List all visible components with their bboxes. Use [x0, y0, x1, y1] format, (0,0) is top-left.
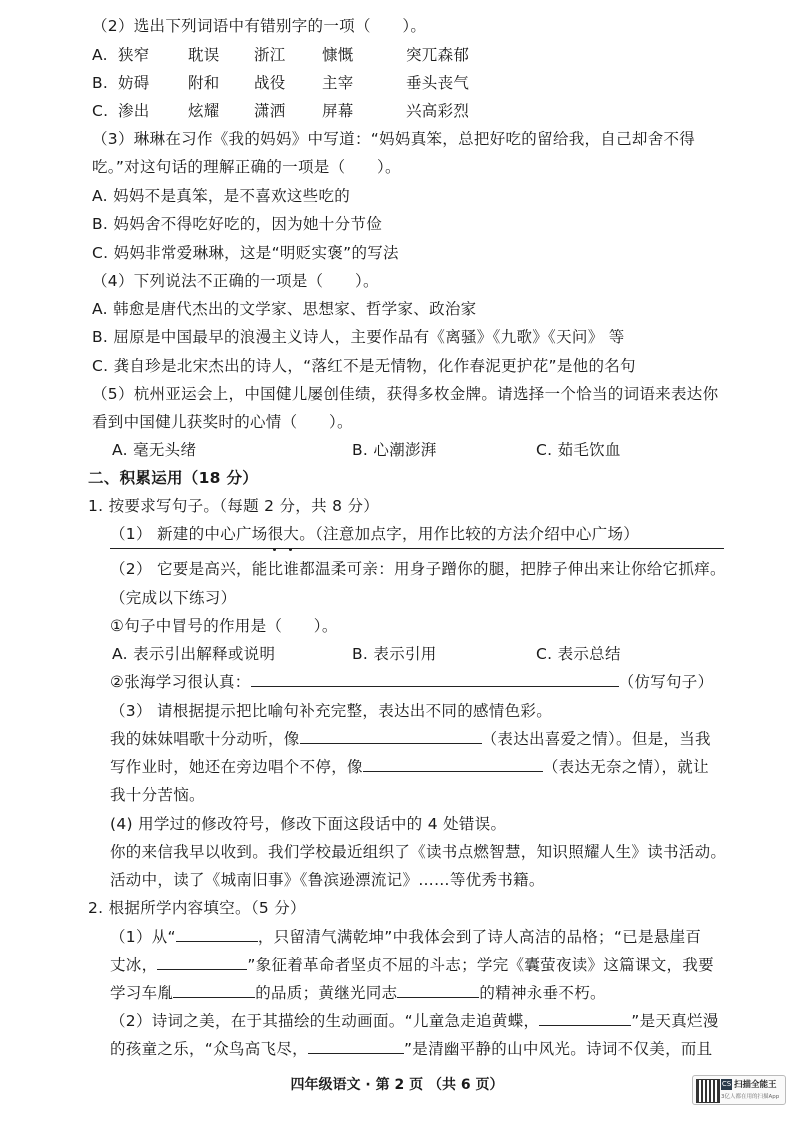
s2-l3-a: 学习车胤 [110, 984, 174, 1002]
q4-option-b: B. 屈原是中国最早的浪漫主义诗人，主要作品有《离骚》《九歌》《天问》 等 [92, 328, 625, 346]
q5-stem-line2: 看到中国健儿获奖时的心情（ ）。 [92, 413, 353, 431]
word: 浙江 [254, 46, 286, 64]
answer-blank[interactable] [157, 953, 247, 970]
word: 兴高彩烈 [406, 102, 470, 120]
s1-p2-line2: （完成以下练习） [110, 589, 237, 607]
s1-p3-line2 [110, 755, 709, 779]
word: 屏幕 [322, 102, 354, 120]
s2-l1-b: ，只留清气满乾坤”中我体会到了诗人高洁的品格；“已是悬崖百 [257, 928, 702, 946]
s1-p1 [110, 522, 639, 546]
s2-line4 [110, 1009, 719, 1033]
page-footer: 四年级语文 · 第 2 页 （共 6 页） [290, 1077, 504, 1093]
word: 耽误 [188, 46, 220, 64]
s1-p2-line1: （2） 它要是高兴，能比谁都温柔可亲：用身子蹭你的腿，把脖子伸出来让你给它抓痒。 [110, 560, 726, 578]
answer-blank[interactable] [397, 981, 479, 998]
word: 突兀森郁 [406, 46, 470, 64]
s1-p3-l2-pre: 写作业时，她还在旁边唱个不停，像 [110, 758, 363, 776]
s2-l3-c: 的精神永垂不朽。 [479, 984, 606, 1002]
s1-p3-l2-post: （表达无奈之情），就让 [542, 758, 709, 776]
q2-option-b [92, 71, 469, 95]
s2-l4-a: （2）诗词之美，在于其描绘的生动画面。“儿童急走追黄蝶， [110, 1012, 540, 1030]
word: 主宰 [322, 74, 354, 92]
option-label: B. [92, 74, 109, 92]
answer-blank[interactable] [176, 925, 258, 942]
s2-l2-b: ”象征着革命者坚贞不屈的斗志；学完《囊萤夜读》这篇课文，我要 [247, 956, 714, 974]
s2-line5 [110, 1037, 712, 1061]
q3-option-a: A. 妈妈不是真笨，是不喜欢这些吃的 [92, 187, 351, 205]
q2-option-c [92, 99, 469, 123]
s1-p2-q2 [110, 670, 713, 694]
word: 战役 [254, 74, 286, 92]
q5-option-b: B. 心潮澎湃 [352, 441, 437, 459]
answer-blank[interactable] [300, 727, 482, 744]
q3-stem-line2: 吃。”对这句话的理解正确的一项是（ ）。 [92, 158, 401, 176]
s1-p2-option-c: C. 表示总结 [536, 645, 621, 663]
word: 慷慨 [322, 46, 354, 64]
s1-p3-l1-pre: 我的妹妹唱歌十分动听，像 [110, 730, 300, 748]
s2-title: 2. 根据所学内容填空。（5 分） [88, 899, 306, 917]
s1-p4-stem: (4) 用学过的修改符号，修改下面这段话中的 4 处错误。 [110, 815, 507, 833]
s1-p2-option-b: B. 表示引用 [352, 645, 437, 663]
word: 垂头丧气 [406, 74, 470, 92]
option-label: C. [92, 102, 109, 120]
s2-line3 [110, 981, 606, 1005]
q3-option-b: B. 妈妈舍不得吃好吃的，因为她十分节俭 [92, 215, 382, 233]
s1-p3-line1 [110, 727, 711, 751]
stamp-subtitle: 3亿人都在用的扫描App [721, 1094, 780, 1100]
s2-line2 [110, 953, 714, 977]
q4-option-a: A. 韩愈是唐代杰出的文学家、思想家、哲学家、政治家 [92, 300, 477, 318]
s1-p2-q2-post: （仿写句子） [618, 673, 714, 691]
s1-p4-line1: 你的来信我早以收到。我们学校最近组织了《读书点燃智慧，知识照耀人生》读书活动。 [110, 843, 727, 861]
s1-title: 1. 按要求写句子。（每题 2 分，共 8 分） [88, 497, 380, 515]
s2-l1-a: （1）从“ [110, 928, 176, 946]
q3-stem-line1: （3）琳琳在习作《我的妈妈》中写道：“妈妈真笨，总把好吃的留给我，自己却舍不得 [92, 130, 696, 148]
s1-p2-q2-pre: ②张海学习很认真： [110, 673, 251, 691]
answer-blank[interactable] [539, 1009, 631, 1026]
word: 潇洒 [254, 102, 286, 120]
qr-code-icon [696, 1079, 720, 1103]
word: 渗出 [118, 102, 150, 120]
q3-option-c: C. 妈妈非常爱琳琳，这是“明贬实褒”的写法 [92, 244, 399, 262]
s2-l2-a: 丈冰， [110, 956, 158, 974]
s1-p1-post: 。（注意加点字，用作比较的方法介绍中心广场） [299, 525, 640, 543]
s1-p3-stem: （3） 请根据提示把比喻句补充完整，表达出不同的感情色彩。 [110, 702, 552, 720]
stamp-title: 扫描全能王 [734, 1080, 777, 1090]
s1-p1-dotted: 很大 [267, 525, 300, 543]
s2-line1 [110, 925, 701, 949]
word: 炫耀 [188, 102, 220, 120]
q5-stem-line1: （5）杭州亚运会上，中国健儿屡创佳绩，获得多枚金牌。请选择一个恰当的词语来表达你 [92, 385, 719, 403]
option-label: A. [92, 46, 108, 64]
scanner-watermark [692, 1075, 786, 1105]
word: 狭窄 [118, 46, 150, 64]
s1-p2-q1: ①句子中冒号的作用是（ ）。 [110, 617, 338, 635]
answer-line[interactable] [110, 548, 724, 549]
answer-blank[interactable] [363, 755, 543, 772]
answer-blank[interactable] [173, 981, 255, 998]
s2-l5-b: ”是清幽平静的山中风光。诗词不仅美，而且 [403, 1040, 713, 1058]
q5-option-a: A. 毫无头绪 [112, 441, 197, 459]
q2-stem: （2）选出下列词语中有错别字的一项（ ）。 [92, 17, 427, 35]
q4-option-c: C. 龚自珍是北宋杰出的诗人，“落红不是无情物，化作春泥更护花”是他的名句 [92, 357, 636, 375]
s1-p4-line2: 活动中，读了《城南旧事》《鲁滨逊漂流记》……等优秀书籍。 [110, 871, 545, 889]
answer-blank[interactable] [251, 670, 619, 687]
s1-p1-pre: （1） 新建的中心广场 [110, 525, 268, 543]
s2-l3-b: 的品质；黄继光同志 [255, 984, 398, 1002]
answer-blank[interactable] [308, 1037, 404, 1054]
s2-l5-a: 的孩童之乐，“众鸟高飞尽， [110, 1040, 308, 1058]
word: 妨碍 [118, 74, 150, 92]
s1-p2-option-a: A. 表示引出解释或说明 [112, 645, 276, 663]
s1-p3-l1-post: （表达出喜爱之情）。但是，当我 [481, 730, 711, 748]
app-logo-icon: CS [721, 1080, 732, 1088]
q2-option-a [92, 43, 469, 67]
s1-p3-line3: 我十分苦恼。 [110, 786, 205, 804]
section-2-title: 二、积累运用（18 分） [88, 469, 259, 487]
s2-l4-b: ”是天真烂漫 [631, 1012, 719, 1030]
word: 附和 [188, 74, 220, 92]
q4-stem: （4）下列说法不正确的一项是（ ）。 [92, 272, 379, 290]
q5-option-c: C. 茹毛饮血 [536, 441, 621, 459]
